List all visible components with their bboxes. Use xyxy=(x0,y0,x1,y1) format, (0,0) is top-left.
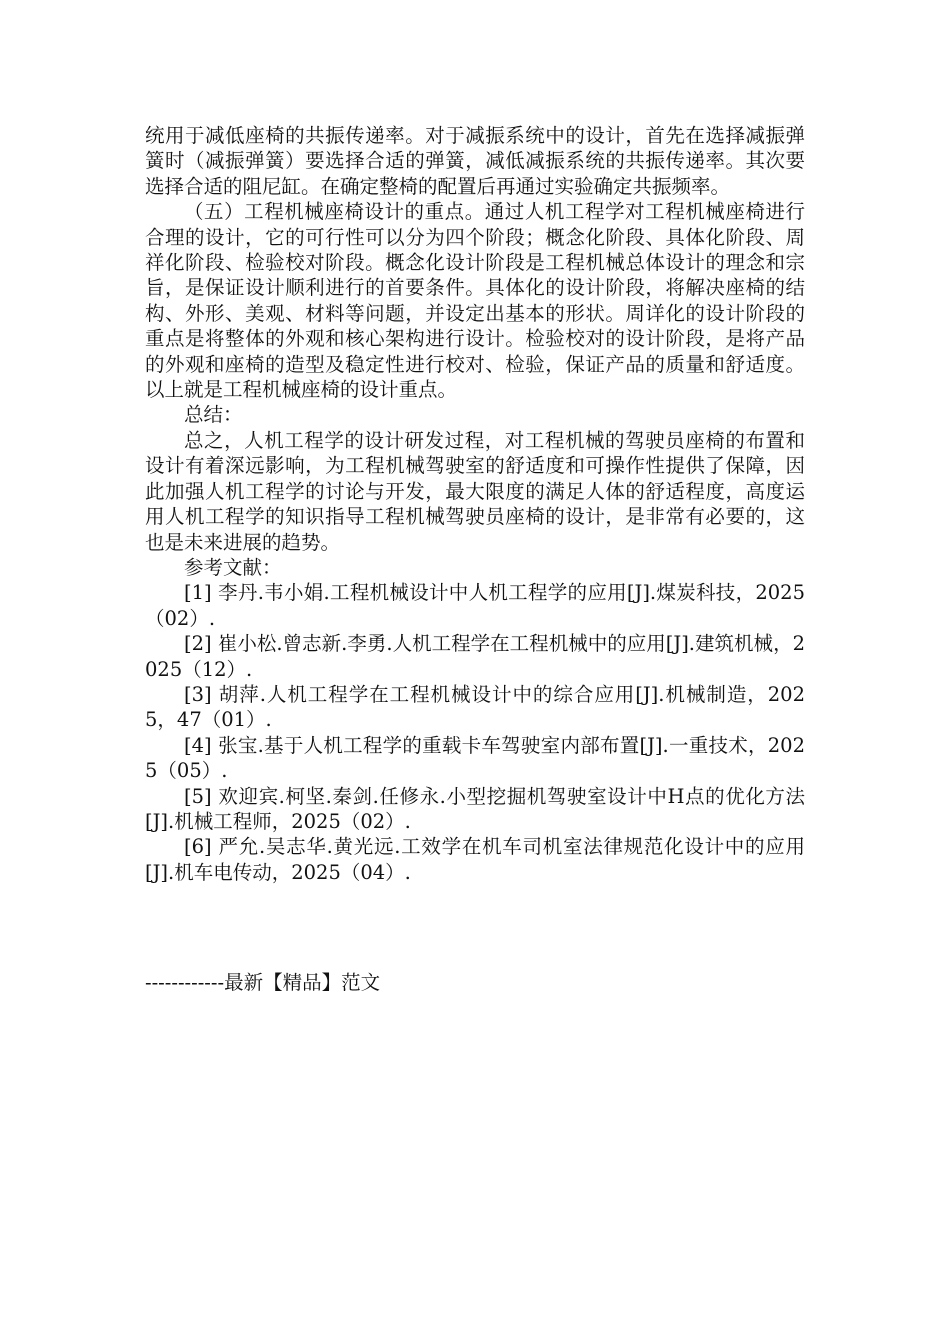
reference-item-3: [3] 胡萍.人机工程学在工程机械设计中的综合应用[J].机械制造，2025，47（01）. xyxy=(145,682,805,732)
document-body xyxy=(145,123,805,885)
references-heading: 参考文献： xyxy=(184,555,282,579)
reference-item-1: [1] 李丹.韦小娟.工程机械设计中人机工程学的应用[J].煤炭科技，2025（02）. xyxy=(145,581,805,630)
footer-banner: ------------最新【精品】范文 xyxy=(145,971,381,994)
summary-paragraph: 总之，人机工程学的设计研发过程，对工程机械的驾驶员座椅的布置和设计有着深远影响，为工程机械驾驶室的舒适度和可操作性提供了保障，因此加强人机工程学的讨论与开发，最大限度的满足人体的舒适程度，高度运用人机工程学的知识指导工程机械驾驶员座椅的设计，是非常有必要的，这也是未来进展的趋势。 xyxy=(145,428,805,554)
reference-item-5: [5] 欢迎宾.柯坚.秦剑.任修永.小型挖掘机驾驶室设计中H点的优化方法[J].机械工程师，2025（02）. xyxy=(145,784,805,833)
reference-item-4: [4] 张宝.基于人机工程学的重载卡车驾驶室内部布置[J].一重技术，2025（05）. xyxy=(145,733,805,783)
reference-item-6: [6] 严允.吴志华.黄光远.工效学在机车司机室法律规范化设计中的应用[J].机车电传动，2025（04）. xyxy=(145,835,805,884)
reference-item-2: [2] 崔小松.曾志新.李勇.人机工程学在工程机械中的应用[J].建筑机械，2025（12）. xyxy=(145,632,805,681)
body-paragraph-design-focus: （五）工程机械座椅设计的重点。通过人机工程学对工程机械座椅进行合理的设计，它的可行性可以分为四个阶段；概念化阶段、具体化阶段、周祥化阶段、检验校对阶段。概念化设计阶段是工程机械总体设计的理念和宗旨，是保证设计顺利进行的首要条件。具体化的设计阶段，将解决座椅的结构、外形、美观、材料等问题，并设定出基本的形状。周详化的设计阶段的重点是将整体的外观和核心架构进行设计。检验校对的设计阶段，是将产品的外观和座椅的造型及稳定性进行校对、检验，保证产品的质量和舒适度。以上就是工程机械座椅的设计重点。 xyxy=(145,200,805,402)
body-paragraph-vibration: 统用于减低座椅的共振传递率。对于减振系统中的设计，首先在选择减振弹簧时（减振弹簧）要选择合适的弹簧，减低减振系统的共振传递率。其次要选择合适的阻尼缸。在确定整椅的配置后再通过实验确定共振频率。 xyxy=(145,124,805,198)
summary-heading: 总结： xyxy=(184,403,243,427)
